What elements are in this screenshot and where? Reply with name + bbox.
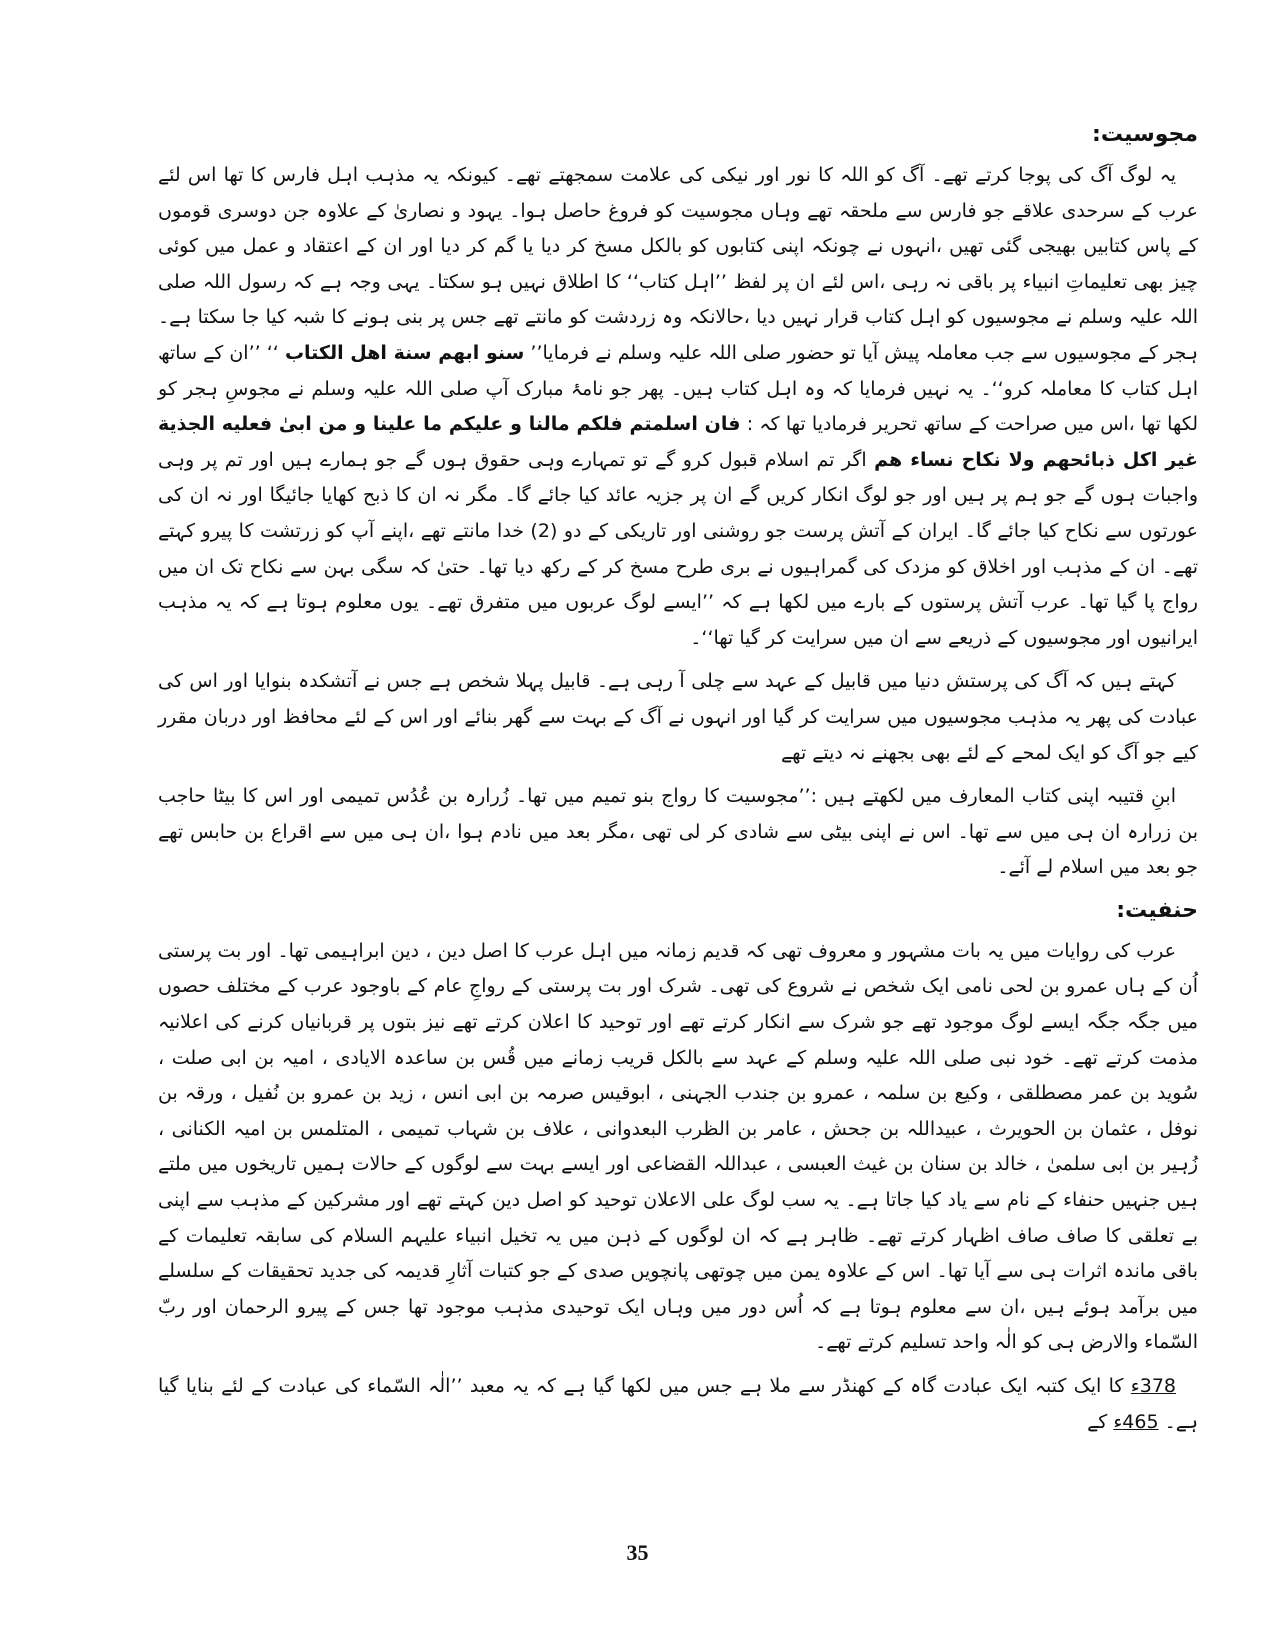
paragraph: عرب کی روایات میں یہ بات مشہور و معروف تھی کہ قدیم زمانہ میں اہل عرب کا اصل دین ، دین ابراہیمی تھا۔ اور بت پرستی اُن کے ہاں عمرو بن لحی نامی ایک شخص نے شروع کی تھی۔ شرک اور بت پرستی کے رواجِ عام کے باوجود عرب کے مختلف حصوں میں جگہ جگہ ایسے لوگ موجود تھے جو شرک سے انکار کرتے تھے اور توحید کا اعلان کرتے تھے نیز بتوں پر قربانیاں کرنے کی اعلانیہ مذمت کرتے تھے۔ خود نبی صلی اللہ علیہ وسلم کے عہد سے بالکل قریب زمانے میں قُس بن ساعدہ الایادی ، امیہ بن ابی صلت ، سُوید بن عمر مصطلقی ، وکیع بن سلمہ ، عمرو بن جندب الجہنی ، ابوقیس صرمہ بن ابی انس ، زید بن عمرو بن نُفیل ، ورقہ بن نوفل ، عثمان بن الحویرث ، عبیداللہ بن جحش ، عامر بن الظرب البعدوانی ، علاف بن شہاب تمیمی ، المتلمس بن امیہ الکنانی ، زُہیر بن ابی سلمیٰ ، خالد بن سنان بن غیث العبسی ، عبداللہ القضاعی اور ایسے بہت سے لوگوں کے حالات ہمیں تاریخوں میں ملتے ہیں جنہیں حنفاء کے نام سے یاد کیا جاتا ہے۔ یہ سب لوگ علی الاعلان توحید کو اصل دین کہتے تھے اور مشرکین کے مذہب سے اپنی بے تعلقی کا صاف صاف اظہار کرتے تھے۔ ظاہر ہے کہ ان لوگوں کے ذہن میں یہ تخیل انبیاء علیہم السلام کی سابقہ تعلیمات کے باقی ماندہ اثرات ہی سے آیا تھا۔ اس کے علاوہ یمن میں چوتھی پانچویں صدی کے جو کتبات آثارِ قدیمہ کی جدید تحقیقات کے سلسلے میں برآمد ہوئے ہیں ،ان سے معلوم ہوتا ہے کہ اُس دور میں وہاں ایک توحیدی مذہب موجود تھا جس کے پیرو الرحمان اور ربّ السّماء والارض ہی کو الٰہ واحد تسلیم کرتے تھے۔ (158, 939, 1198, 1354)
paragraph-text: کے (1087, 1410, 1108, 1433)
year-reference: 378ء (1130, 1375, 1176, 1397)
paragraph-text: اگر تم اسلام قبول کرو گے تو تمہارے وہی حقوق ہوں گے جو ہمارے ہیں اور تم پر وہی واجبات ہوں گے جو ہم پر ہیں اور جو لوگ انکار کریں گے ان پر جزیہ عائد کیا جائے گا۔ مگر نہ ان کا ذبح کھایا جائیگا اور نہ ان کی عورتوں سے نکاح کیا جائے گا۔ ایران کے آتش پرست جو روشنی اور تاریکی کے دو (2) خدا مانتے تھے ،اپنے آپ کو زرتشت کا پیرو کہتے تھے۔ ان کے مذہب اور اخلاق کو مزدک کی گمراہیوں نے بری طرح مسخ کر کے رکھ دیا تھا۔ حتیٰ کہ سگی بہن سے نکاح تک ان میں رواج پا گیا تھا۔ عرب آتش پرستوں کے بارے میں لکھا ہے کہ ’’ایسے لوگ عربوں میں متفرق تھے۔ یوں معلوم ہوتا ہے کہ یہ مذہب ایرانیوں اور مجوسیوں کے ذریعے سے ان میں سرایت کر گیا تھا‘‘۔ (158, 448, 1198, 649)
arabic-quote: فان اسلمتم فلکم مالنا و علیکم ما علینا و من ابیٰ فعلیه الجذیة غیر اکل ذبائحھم ولا نکاح نساء ھم (158, 413, 1198, 471)
year-reference: 465ء (1113, 1410, 1159, 1433)
paragraph (158, 1369, 1198, 1440)
page-content (158, 118, 1198, 1448)
paragraph (158, 158, 1198, 656)
paragraph-text: کا ایک کتبہ ایک عبادت گاہ کے کھنڈر سے ملا ہے جس میں لکھا گیا ہے کہ یہ معبد ’’الٰہ السّماء کی عبادت کے لئے بنایا گیا ہے۔ (158, 1375, 1198, 1433)
page-number: 35 (626, 1540, 649, 1565)
paragraph-text: ‘‘ ’’ان کے ساتھ اہل کتاب کا معاملہ کرو‘‘۔ یہ نہیں فرمایا کہ وہ اہل کتاب ہیں۔ پھر جو نامۂ مبارک آپ صلی اللہ علیہ وسلم نے مجوسِ ہجر کو لکھا تھا ،اس میں صراحت کے ساتھ تحریر فرمادیا تھا کہ : (158, 341, 1198, 436)
paragraph-text: یہ لوگ آگ کی پوجا کرتے تھے۔ آگ کو اللہ کا نور اور نیکی کی علامت سمجھتے تھے۔ کیونکہ یہ مذہب اہل فارس کا تھا اس لئے عرب کے سرحدی علاقے جو فارس سے ملحقہ تھے وہاں مجوسیت کو فروغ حاصل ہوا۔ یہود و نصاریٰ کے علاوہ جن دوسری قوموں کے پاس کتابیں بھیجی گئی تھیں ،انہوں نے چونکہ اپنی کتابوں کو بالکل مسخ کر دیا یا گم کر دیا اور ان کے اعتقاد و عمل میں کوئی چیز بھی تعلیماتِ انبیاء پر باقی نہ رہی ،اس لئے ان پر لفظ ’’اہل کتاب‘‘ کا اطلاق نہیں ہو سکتا۔ یہی وجہ ہے کہ رسول اللہ صلی اللہ علیہ وسلم نے مجوسیوں کو اہل کتاب قرار نہیں دیا ،حالانکہ وہ زردشت کو مانتے تھے جس پر بنی ہونے کا شبہ کیا جا سکتا ہے۔ ہجر کے مجوسیوں سے جب معاملہ پیش آیا تو حضور صلی اللہ علیہ وسلم نے فرمایا’’ (158, 164, 1198, 364)
arabic-quote: سنو ابھم سنة اھل الکتاب (284, 341, 525, 364)
paragraph: کہتے ہیں کہ آگ کی پرستش دنیا میں قابیل کے عہد سے چلی آ رہی ہے۔ قابیل پہلا شخص ہے جس نے آتشکدہ بنوایا اور اس کی عبادت کی پھر یہ مذہب مجوسیوں میں سرایت کر گیا اور انہوں نے آگ کے بہت سے گھر بنائے اور اس کے لئے محافظ اور دربان مقرر کیے جو آگ کو ایک لمحے کے لئے بھی بجھنے نہ دیتے تھے (158, 670, 1198, 764)
section-heading-hanifiyat: حنفیت: (1116, 897, 1198, 923)
section-heading-majusiyat: مجوسیت: (1092, 122, 1198, 147)
paragraph: ابنِ قتیبہ اپنی کتاب المعارف میں لکھتے ہیں :’’مجوسیت کا رواج بنو تمیم میں تھا۔ زُرارہ بن عُدُس تمیمی اور اس کا بیٹا حاجب بن زرارہ ان ہی میں سے تھا۔ اس نے اپنی بیٹی سے شادی کر لی تھی ،مگر بعد میں نادم ہوا ،ان ہی میں سے اقراع بن حابس تھے جو بعد میں اسلام لے آئے۔ (158, 785, 1198, 879)
